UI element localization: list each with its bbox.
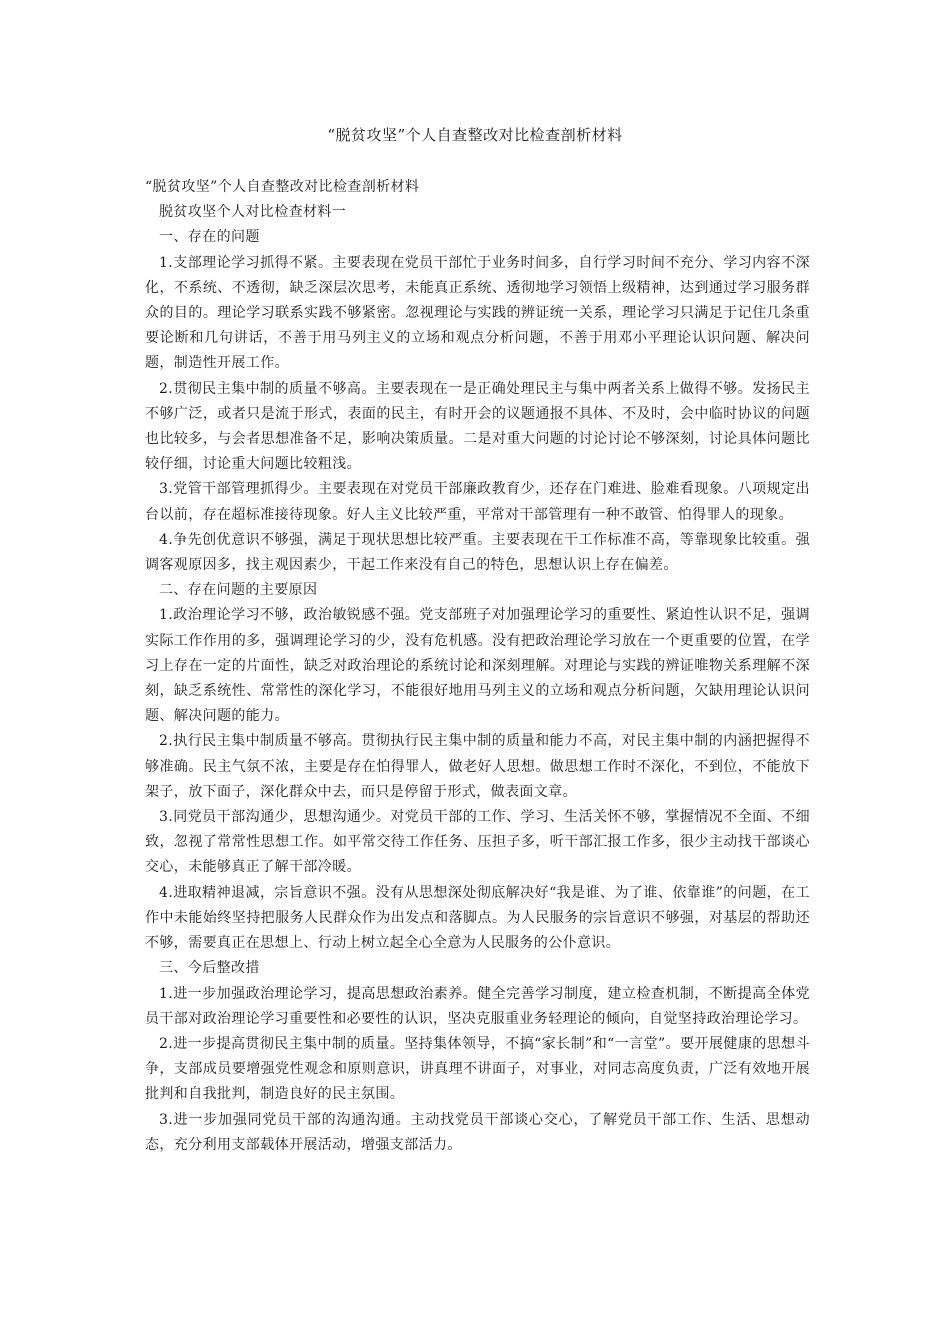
paragraph-heading-title: “脱贫攻坚”个人自查整改对比检查剖析材料 bbox=[145, 179, 420, 195]
paragraph: 2.贯彻民主集中制的质量不够高。主要表现在一是正确处理民主与集中两者关系上做得不够。发扬民主不够广泛，或者只是流于形式，表面的民主，有时开会的议题通报不具体、不及时，会中临时协议的问题也比较多，与会者思想准备不足，影响决策质量。二是对重大问题的讨论讨论不够深刻，讨论具体问题比较仔细，讨论重大问题比较粗浅。 bbox=[145, 380, 810, 473]
paragraph: 2.执行民主集中制质量不够高。贯彻执行民主集中制的质量和能力不高，对民主集中制的内涵把握得不够准确。民主气氛不浓，主要是存在怕得罪人，做老好人思想。做思想工作时不深化，不到位，不能放下架子，放下面子，深化群众中去，而只是停留于形式，做表面文章。 bbox=[145, 733, 810, 800]
section-heading-measures: 三、今后整改措 bbox=[159, 960, 260, 977]
paragraph: 3.同党员干部沟通少，思想沟通少。对党员干部的工作、学习、生活关怀不够，掌握情况不全面、不细致，忽视了常常性思想工作。如平常交待工作任务、压担子多，听干部汇报工作多，很少主动找干部谈心交心，未能够真正了解干部冷暖。 bbox=[145, 809, 810, 876]
paragraph: 1.政治理论学习不够，政治敏锐感不强。党支部班子对加强理论学习的重要性、紧迫性认识不足，强调实际工作作用的多，强调理论学习的少，没有危机感。没有把政治理论学习放在一个更重要的位置，在学习上存在一定的片面性，缺乏对政治理论的系统讨论和深刻理解。对理论与实践的辨证唯物关系理解不深刻，缺乏系统性、常常性的深化学习，不能很好地用马列主义的立场和观点分析问题，欠缺用理论认识问题、解决问题的能力。 bbox=[145, 607, 810, 725]
paragraph: 4.争先创优意识不够强，满足于现状思想比较严重。主要表现在干工作标准不高，等靠现象比较重。强调客观原因多，找主观因素少，干起工作来没有自己的特色，思想认识上存在偏差。 bbox=[145, 531, 810, 574]
paragraph: 3.党管干部管理抓得少。主要表现在对党员干部廉政教育少，还存在门难进、脸难看现象。八项规定出台以前，存在超标准接待现象。好人主义比较严重，平常对干部管理有一种不敢管、怕得罪人的现象。 bbox=[145, 481, 810, 523]
section-heading-problems: 一、存在的问题 bbox=[159, 229, 260, 246]
paragraph: 1.支部理论学习抓得不紧。主要表现在党员干部忙于业务时间多，自行学习时间不充分、学习内容不深化，不系统、不透彻，缺乏深层次思考，未能真正系统、透彻地学习领悟上级精神，达到通过学习服务群众的目的。理论学习联系实践不够紧密。忽视理论与实践的辨证统一关系，理论学习只满足于记住几条重要论断和几句讲话，不善于用马列主义的立场和观点分析问题，不善于用邓小平理论认识问题、解决问题，制造性开展工作。 bbox=[145, 254, 810, 372]
section-heading-causes: 二、存在问题的主要原因 bbox=[159, 582, 318, 599]
document-title: “脱贫攻坚”个人自查整改对比检查剖析材料 bbox=[327, 126, 623, 144]
paragraph-subtitle: 脱贫攻坚个人对比检查材料一 bbox=[159, 204, 347, 221]
paragraph: 2.进一步提高贯彻民主集中制的质量。坚持集体领导，不搞“家长制”和“一言堂”。要开展健康的思想斗争，支部成员要增强党性观念和原则意识，讲真理不讲面子，对事业，对同志高度负责，广泛有效地开展批判和自我批判，制造良好的民主氛围。 bbox=[145, 1035, 810, 1103]
paragraph: 1.进一步加强政治理论学习，提高思想政治素养。健全完善学习制度，建立检查机制，不断提高全体党员干部对政治理论学习重要性和必要性的认识，坚决克服重业务轻理论的倾向，自觉坚持政治理论学习。 bbox=[145, 985, 810, 1027]
paragraph: 3.进一步加强同党员干部的沟通沟通。主动找党员干部谈心交心，了解党员干部工作、生活、思想动态，充分利用支部载体开展活动，增强支部活力。 bbox=[145, 1111, 810, 1153]
document-body bbox=[145, 175, 810, 1158]
paragraph: 4.进取精神退减，宗旨意识不强。没有从思想深处彻底解决好“我是谁、为了谁、依靠谁”的问题，在工作中未能始终坚持把服务人民群众作为出发点和落脚点。为人民服务的宗旨意识不够强，对基层的帮助还不够，需要真正在思想上、行动上树立起全心全意为人民服务的公仆意识。 bbox=[145, 884, 810, 952]
